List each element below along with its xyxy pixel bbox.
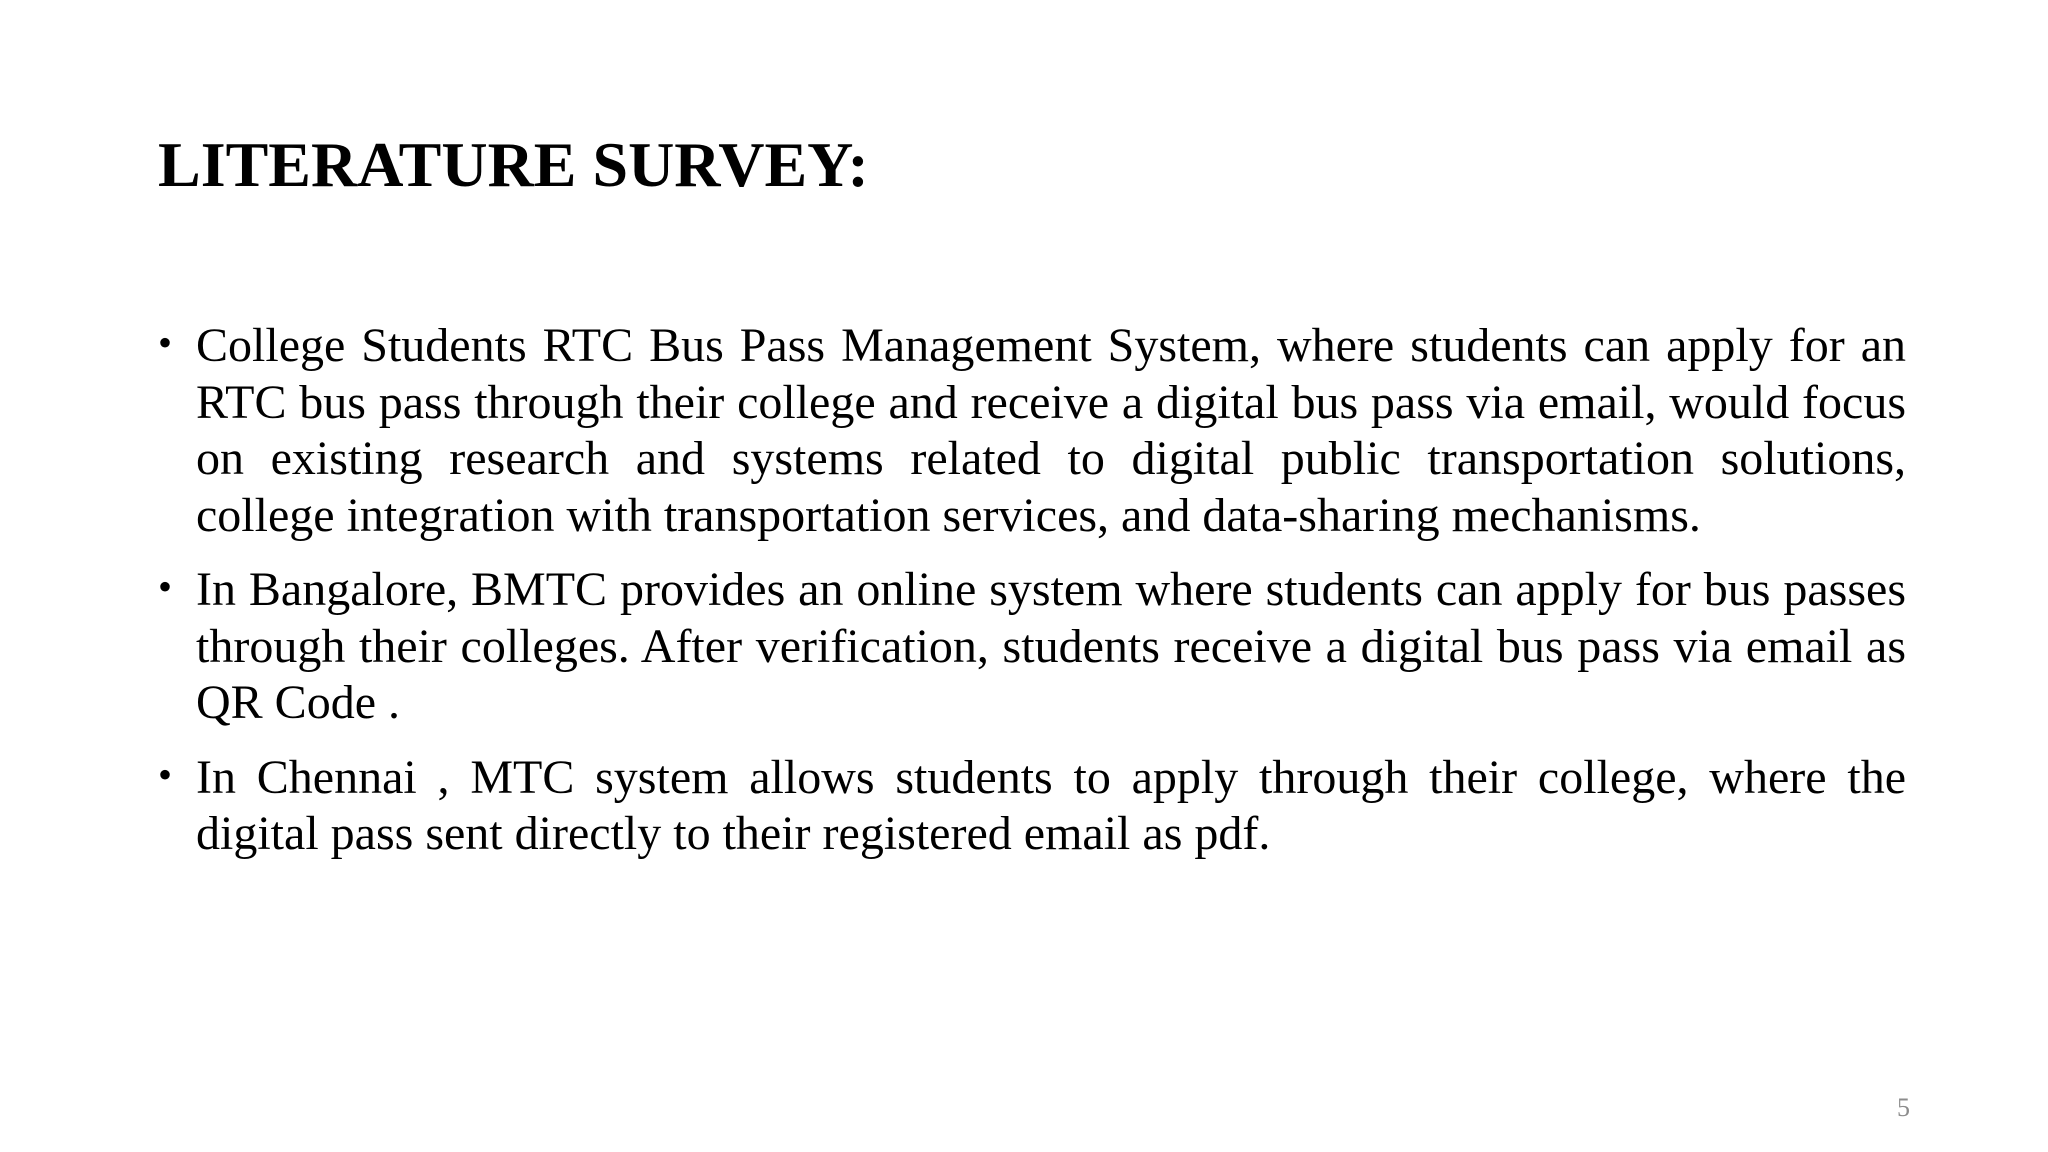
slide-title: LITERATURE SURVEY: (158, 129, 869, 200)
bullet-text: In Chennai , MTC system allows students to apply through their college, where the digital pass sent directly to their registered email as pdf. (196, 750, 1906, 860)
bullet-item (158, 562, 1906, 732)
bullet-text: In Bangalore, BMTC provides an online system where students can apply for bus passes through their colleges. After verification, students receive a digital bus pass via email as QR Code . (196, 563, 1906, 729)
bullet-icon: • (158, 320, 173, 365)
bullet-text: College Students RTC Bus Pass Management System, where students can apply for an RTC bus pass through their college and receive a digital bus pass via email, would focus on existing research and systems related to digital public transportation solutions, college integration with transportation services, and data-sharing mechanisms. (196, 319, 1906, 542)
bullet-item (158, 318, 1906, 544)
bullet-icon: • (158, 564, 173, 609)
bullet-icon: • (158, 751, 173, 797)
page-number: 5 (1897, 1093, 1910, 1122)
bullet-item (158, 750, 1906, 863)
bullet-list (158, 318, 1906, 881)
